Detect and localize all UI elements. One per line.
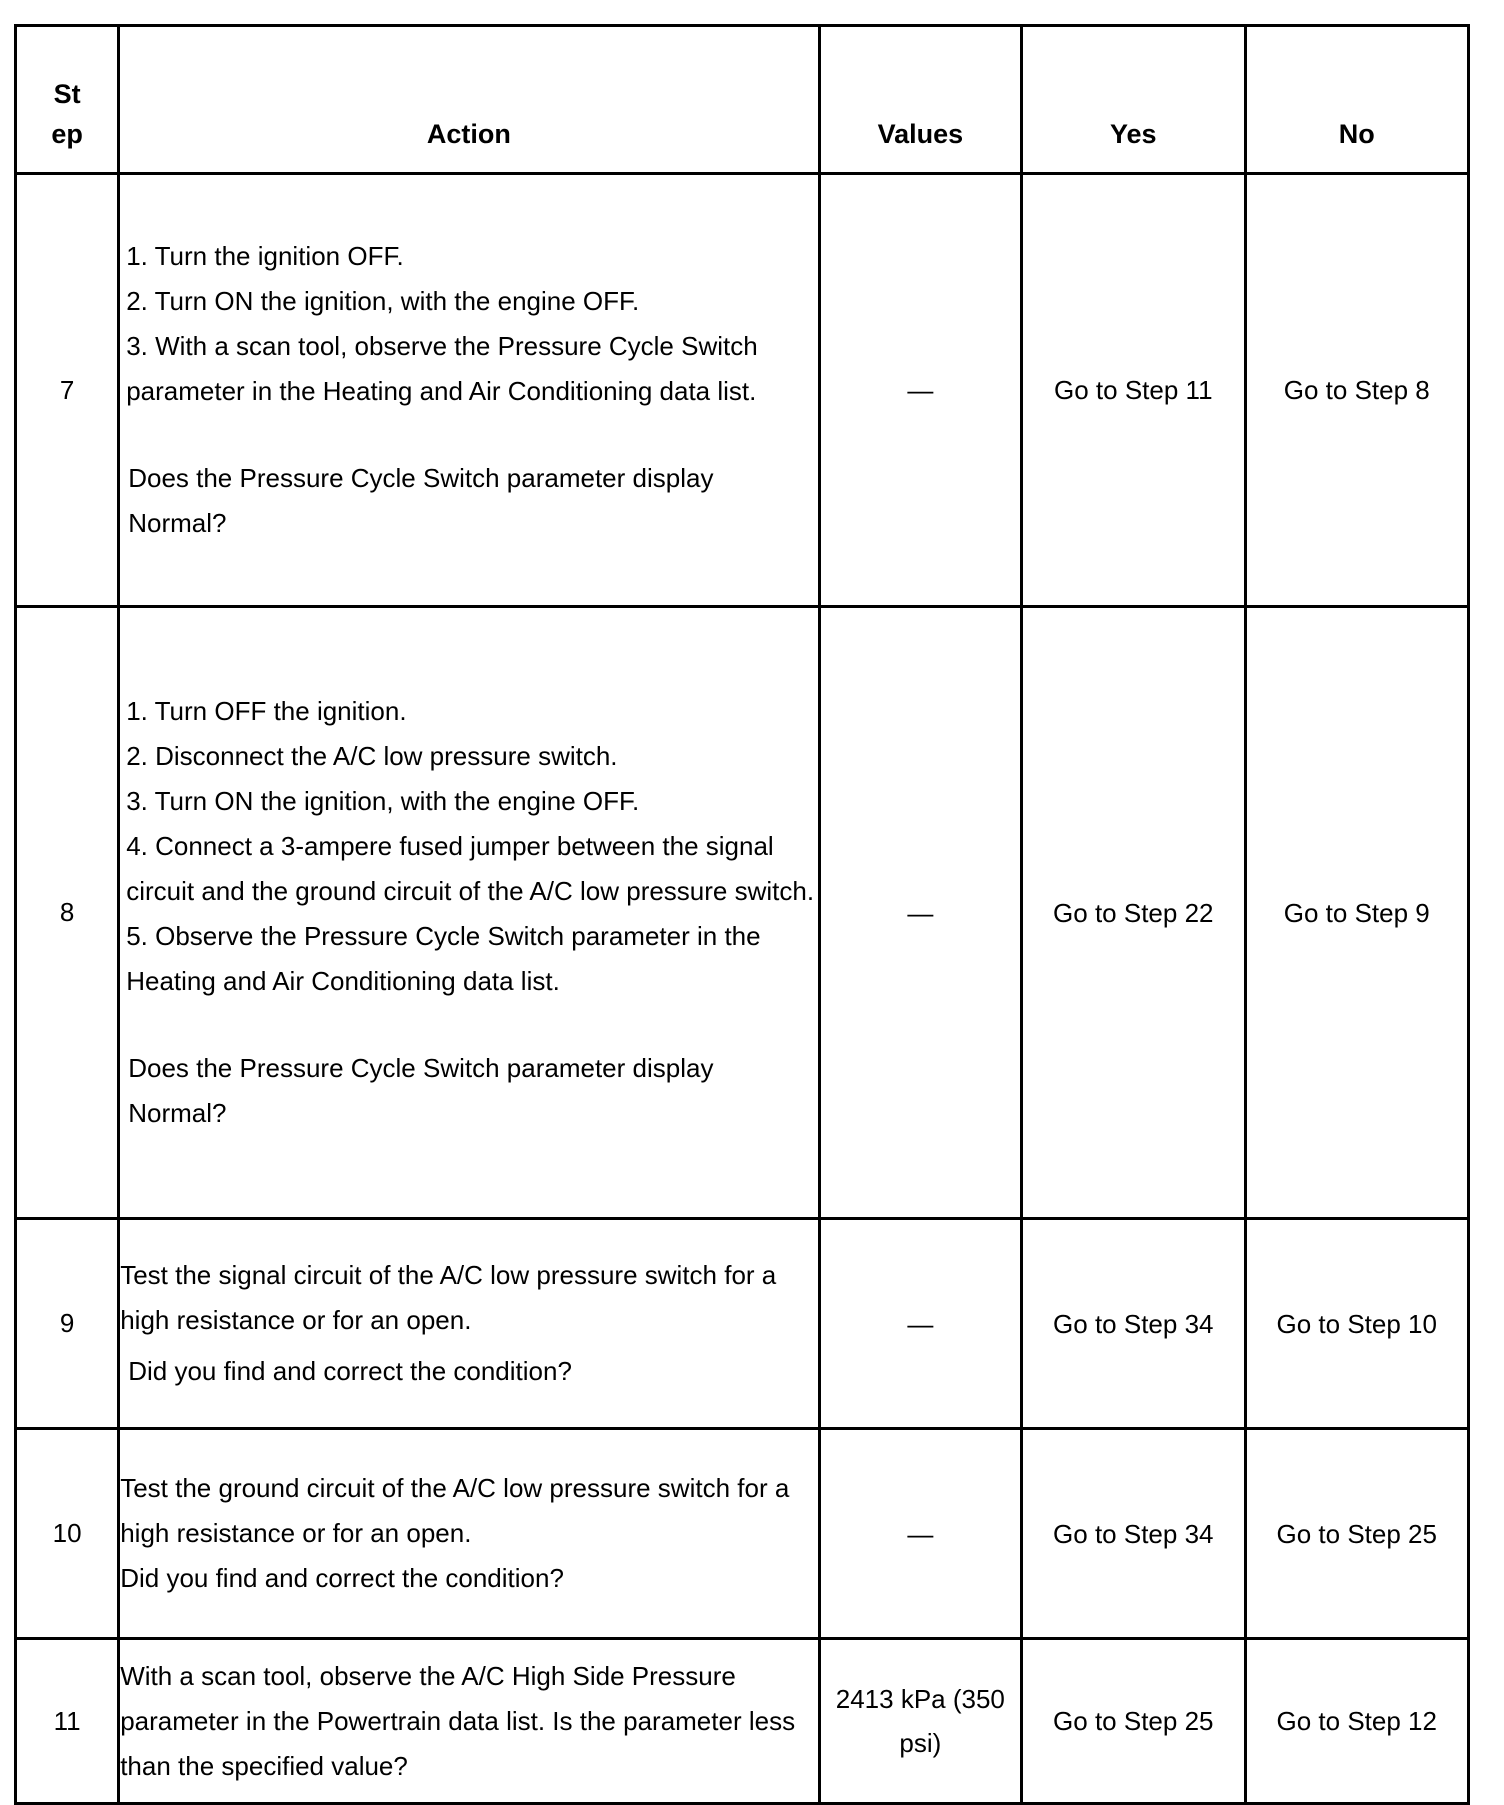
header-step <box>16 26 119 174</box>
value-cell: — <box>819 607 1021 1219</box>
value-cell: — <box>819 174 1021 607</box>
yes-cell: Go to Step 11 <box>1022 174 1245 607</box>
value-cell: — <box>819 1429 1021 1639</box>
yes-cell: Go to Step 34 <box>1022 1219 1245 1429</box>
action-item: 2. Disconnect the A/C low pressure switch. <box>126 741 618 771</box>
action-question: Did you find and correct the condition? <box>120 1563 564 1593</box>
no-cell: Go to Step 9 <box>1245 607 1469 1219</box>
action-item: 1. Turn the ignition OFF. <box>126 241 404 271</box>
table-row <box>16 174 1469 607</box>
action-cell <box>119 174 819 607</box>
header-row <box>16 26 1469 174</box>
action-item: 4. Connect a 3-ampere fused jumper between the signal circuit and the ground circuit of the A/C low pressure switch. <box>126 831 815 906</box>
diagnostic-table <box>14 24 1470 1805</box>
value-cell: — <box>819 1219 1021 1429</box>
action-item: 3. Turn ON the ignition, with the engine OFF. <box>126 786 640 816</box>
step-number: 8 <box>16 607 119 1219</box>
no-cell: Go to Step 8 <box>1245 174 1469 607</box>
header-step-line2: ep <box>51 119 83 149</box>
action-cell <box>119 1639 819 1804</box>
action-text: Test the ground circuit of the A/C low pressure switch for a high resistance or for an open. <box>120 1473 790 1548</box>
yes-cell: Go to Step 34 <box>1022 1429 1245 1639</box>
no-cell: Go to Step 10 <box>1245 1219 1469 1429</box>
step-number: 10 <box>16 1429 119 1639</box>
yes-cell: Go to Step 22 <box>1022 607 1245 1219</box>
action-item: 2. Turn ON the ignition, with the engine OFF. <box>126 286 640 316</box>
table-row <box>16 607 1469 1219</box>
table-row <box>16 1219 1469 1429</box>
header-step-line1: St <box>53 79 81 109</box>
action-cell <box>119 1429 819 1639</box>
action-question: Does the Pressure Cycle Switch parameter display Normal? <box>128 463 714 538</box>
action-item: 1. Turn OFF the ignition. <box>126 696 407 726</box>
action-item: 5. Observe the Pressure Cycle Switch parameter in the Heating and Air Conditioning data list. <box>126 921 761 996</box>
yes-cell: Go to Step 25 <box>1022 1639 1245 1804</box>
table-row <box>16 1429 1469 1639</box>
action-cell <box>119 607 819 1219</box>
header-no: No <box>1245 26 1469 174</box>
no-cell: Go to Step 12 <box>1245 1639 1469 1804</box>
action-question: Does the Pressure Cycle Switch parameter display Normal? <box>128 1053 714 1128</box>
header-values: Values <box>819 26 1021 174</box>
action-cell <box>119 1219 819 1429</box>
step-number: 11 <box>16 1639 119 1804</box>
action-question: Did you find and correct the condition? <box>128 1356 572 1386</box>
action-text: With a scan tool, observe the A/C High Side Pressure parameter in the Powertrain data list. Is the parameter less than the specified value? <box>120 1660 796 1781</box>
table-row <box>16 1639 1469 1804</box>
header-yes: Yes <box>1022 26 1245 174</box>
value-cell: 2413 kPa (350 psi) <box>819 1639 1021 1804</box>
step-number: 7 <box>16 174 119 607</box>
no-cell: Go to Step 25 <box>1245 1429 1469 1639</box>
step-number: 9 <box>16 1219 119 1429</box>
header-action: Action <box>119 26 819 174</box>
action-item: 3. With a scan tool, observe the Pressure Cycle Switch parameter in the Heating and Air Conditioning data list. <box>126 331 758 406</box>
action-text: Test the signal circuit of the A/C low pressure switch for a high resistance or for an open. <box>120 1260 777 1335</box>
